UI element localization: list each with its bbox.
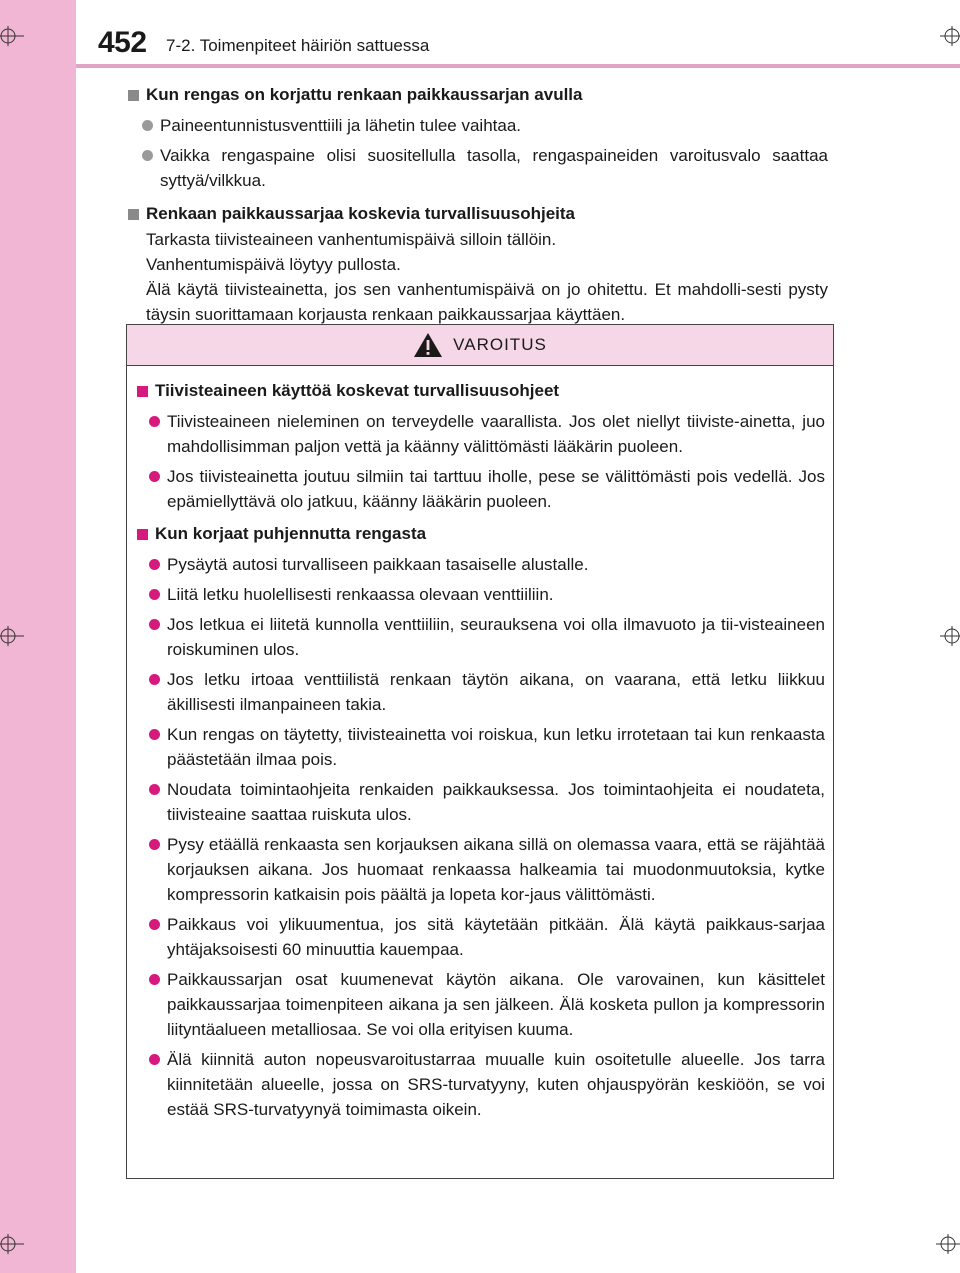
intro-content xyxy=(128,78,828,327)
crop-mark-icon xyxy=(936,1232,960,1256)
round-bullet-icon xyxy=(149,839,160,850)
warning-triangle-icon xyxy=(413,332,443,358)
round-bullet-icon xyxy=(149,919,160,930)
section-heading: Kun rengas on korjattu renkaan paikkaussarjan avulla xyxy=(128,82,828,108)
list-item: Pysäytä autosi turvalliseen paikkaan tasaiselle alustalle. xyxy=(137,552,825,577)
round-bullet-icon xyxy=(149,1054,160,1065)
warning-header xyxy=(127,325,833,366)
crop-mark-icon xyxy=(0,624,24,648)
round-bullet-icon xyxy=(149,619,160,630)
list-item: Jos letkua ei liitetä kunnolla venttiiliin, seurauksena voi olla ilmavuoto ja tii-visteaineen roiskuminen ulos. xyxy=(137,612,825,662)
square-bullet-icon xyxy=(137,386,148,397)
round-bullet-icon xyxy=(149,559,160,570)
round-bullet-icon xyxy=(149,674,160,685)
crop-mark-icon xyxy=(940,24,960,48)
section-title: 7-2. Toimenpiteet häiriön sattuessa xyxy=(166,36,430,55)
round-bullet-icon xyxy=(149,589,160,600)
list-item: Noudata toimintaohjeita renkaiden paikkauksessa. Jos toimintaohjeita ei noudateta, tiivisteaine saattaa ruiskuta ulos. xyxy=(137,777,825,827)
crop-mark-icon xyxy=(0,24,24,48)
paragraph-line: Tarkasta tiivisteaineen vanhentumispäivä silloin tällöin. xyxy=(146,230,557,249)
list-item: Tiivisteaineen nieleminen on terveydelle vaarallista. Jos olet niellyt tiiviste-ainetta, juo mahdollisimman paljon vettä ja käänny välittömästi lääkärin puoleen. xyxy=(137,409,825,459)
round-bullet-icon xyxy=(149,729,160,740)
list-item: Pysy etäällä renkaasta sen korjauksen aikana sillä on olemassa vaara, että se räjähtää korjauksen aikana. Jos huomaat renkaassa halkeamia tai muodonmuutoksia, kytke kompressorin katkaisin pois päältä ja lopeta kor-jaus välittömästi. xyxy=(137,832,825,907)
paragraph-line: Älä käytä tiivisteainetta, jos sen vanhentumispäivä on jo ohitettu. Et mahdolli-sesti pysty täysin suorittamaan korjausta renkaan paikkaussarjaa käyttäen. xyxy=(146,280,828,324)
warning-heading: Kun korjaat puhjennutta rengasta xyxy=(137,521,825,547)
list-item: Paikkaus voi ylikuumentua, jos sitä käytetään pitkään. Älä käytä paikkaus-sarjaa yhtäjaksoisesti 60 minuuttia kauempaa. xyxy=(137,912,825,962)
list-item: Paineentunnistusventtiili ja lähetin tulee vaihtaa. xyxy=(128,113,828,138)
square-bullet-icon xyxy=(128,90,139,101)
round-bullet-icon xyxy=(142,120,153,131)
list-item: Vaikka rengaspaine olisi suositellulla tasolla, rengaspaineiden varoitusvalo saattaa syttyä/vilkkua. xyxy=(128,143,828,193)
list-item: Älä kiinnitä auton nopeusvaroitustarraa muualle kuin osoitetulle alueelle. Jos tarra kiinnitetään alueelle, jossa on SRS-turvatyyny, kuten ohjauspyörän keskiöön, se voi estää SRS-turvatyynyä toimimasta oikein. xyxy=(137,1047,825,1122)
square-bullet-icon xyxy=(128,209,139,220)
crop-mark-icon xyxy=(0,1232,24,1256)
crop-mark-icon xyxy=(940,624,960,648)
section-heading: Renkaan paikkaussarjaa koskevia turvallisuusohjeita xyxy=(128,201,828,227)
round-bullet-icon xyxy=(142,150,153,161)
round-bullet-icon xyxy=(149,471,160,482)
warning-heading: Tiivisteaineen käyttöä koskevat turvallisuusohjeet xyxy=(137,378,825,404)
page-number: 452 xyxy=(98,26,147,59)
list-item: Jos tiivisteainetta joutuu silmiin tai tarttuu iholle, pese se välittömästi pois vedellä. Jos epämiellyttävä olo jatkuu, käänny lääkärin puoleen. xyxy=(137,464,825,514)
list-item: Liitä letku huolellisesti renkaassa olevaan venttiiliin. xyxy=(137,582,825,607)
square-bullet-icon xyxy=(137,529,148,540)
list-item: Paikkaussarjan osat kuumenevat käytön aikana. Ole varovainen, kun käsittelet paikkaussarjaa toimenpiteen aikana ja sen jälkeen. Älä kosketa pullon ja kompressorin liityntäalueen metalliosaa. Se voi olla erityisen kuuma. xyxy=(137,967,825,1042)
header-rule xyxy=(76,64,960,68)
warning-body xyxy=(127,366,833,1122)
warning-box xyxy=(126,324,834,1179)
round-bullet-icon xyxy=(149,974,160,985)
round-bullet-icon xyxy=(149,784,160,795)
warning-label: VAROITUS xyxy=(453,335,547,354)
paragraph-line: Vanhentumispäivä löytyy pullosta. xyxy=(146,255,401,274)
round-bullet-icon xyxy=(149,416,160,427)
list-item: Kun rengas on täytetty, tiivisteainetta voi roiskua, kun letku irrotetaan tai kun renkaasta päästetään ilmaa pois. xyxy=(137,722,825,772)
list-item: Jos letku irtoaa venttiilistä renkaan täytön aikana, on vaarana, että letku liikkuu äkillisesti ilmanpaineen takia. xyxy=(137,667,825,717)
